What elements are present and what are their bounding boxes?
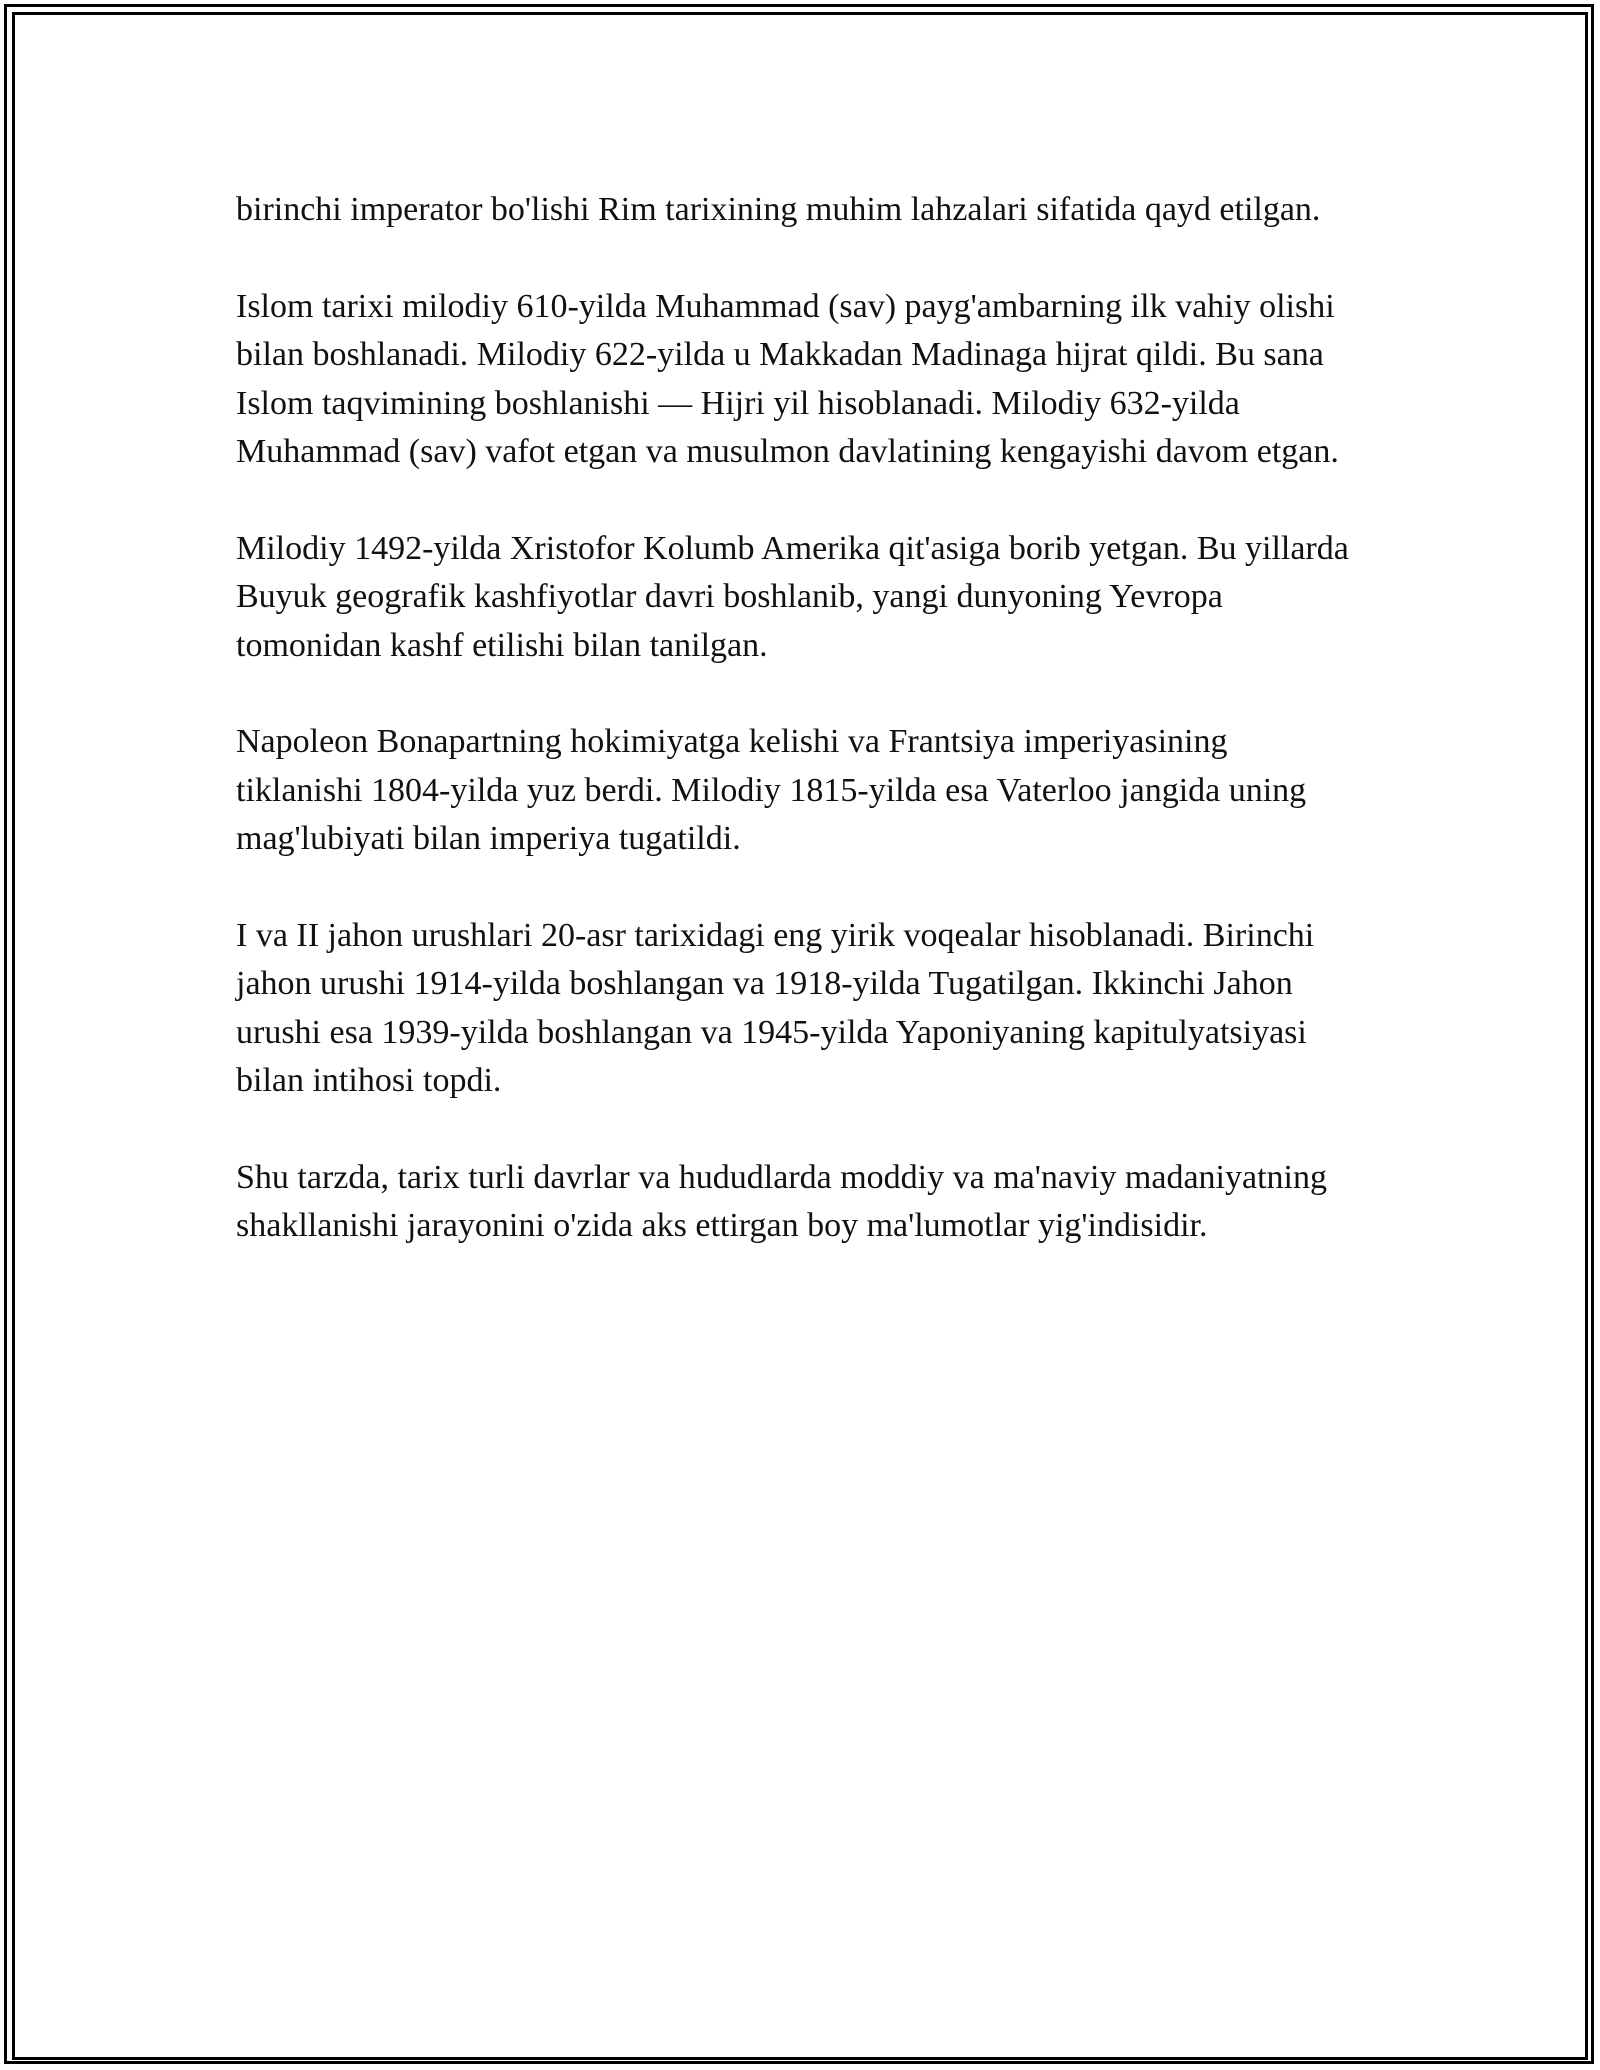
paragraph-napoleon: Napoleon Bonapartning hokimiyatga kelishi va Frantsiya imperiyasining tiklanishi 1804-yilda yuz berdi. Milodiy 1815-yilda esa Vaterloo jangida uning mag'lubiyati bilan imperiya tugatildi. [236,723,1307,857]
paragraph-world-wars: I va II jahon urushlari 20-asr tarixidagi eng yirik voqealar hisoblanadi. Birinchi jahon urushi 1914-yilda boshlangan va 1918-yilda Tugatilgan. Ikkinchi Jahon urushi esa 1939-yilda boshlangan va 1945-yilda Yaponiyaning kapitulyatsiyasi bilan intihosi topdi. [236,916,1315,1099]
paragraph-columbus: Milodiy 1492-yilda Xristofor Kolumb Amerika qit'asiga borib yetgan. Bu yillarda Buyuk geografik kashfiyotlar davri boshlanib, yangi dunyoning Yevropa tomonidan kashf etilishi bilan tanilgan. [236,529,1349,664]
paragraph-rome-emperor: birinchi imperator bo'lishi Rim tarixining muhim lahzalari sifatida qayd etilgan. [236,191,1321,228]
document-body [236,186,1360,1299]
paragraph-islam-history: Islom tarixi milodiy 610-yilda Muhammad (sav) payg'ambarning ilk vahiy olishi bilan boshlanadi. Milodiy 622-yilda u Makkadan Madinaga hijrat qildi. Bu sana Islom taqvimining boshlanishi — Hijri yil hisoblanadi. Milodiy 632-yilda Muhammad (sav) vafot etgan va musulmon davlatining kengayishi davom etgan. [236,287,1339,470]
paragraph-conclusion: Shu tarzda, tarix turli davrlar va hududlarda moddiy va ma'naviy madaniyatning shakllanishi jarayonini o'zida aks ettirgan boy ma'lumotlar yig'indisidir. [236,1158,1327,1244]
